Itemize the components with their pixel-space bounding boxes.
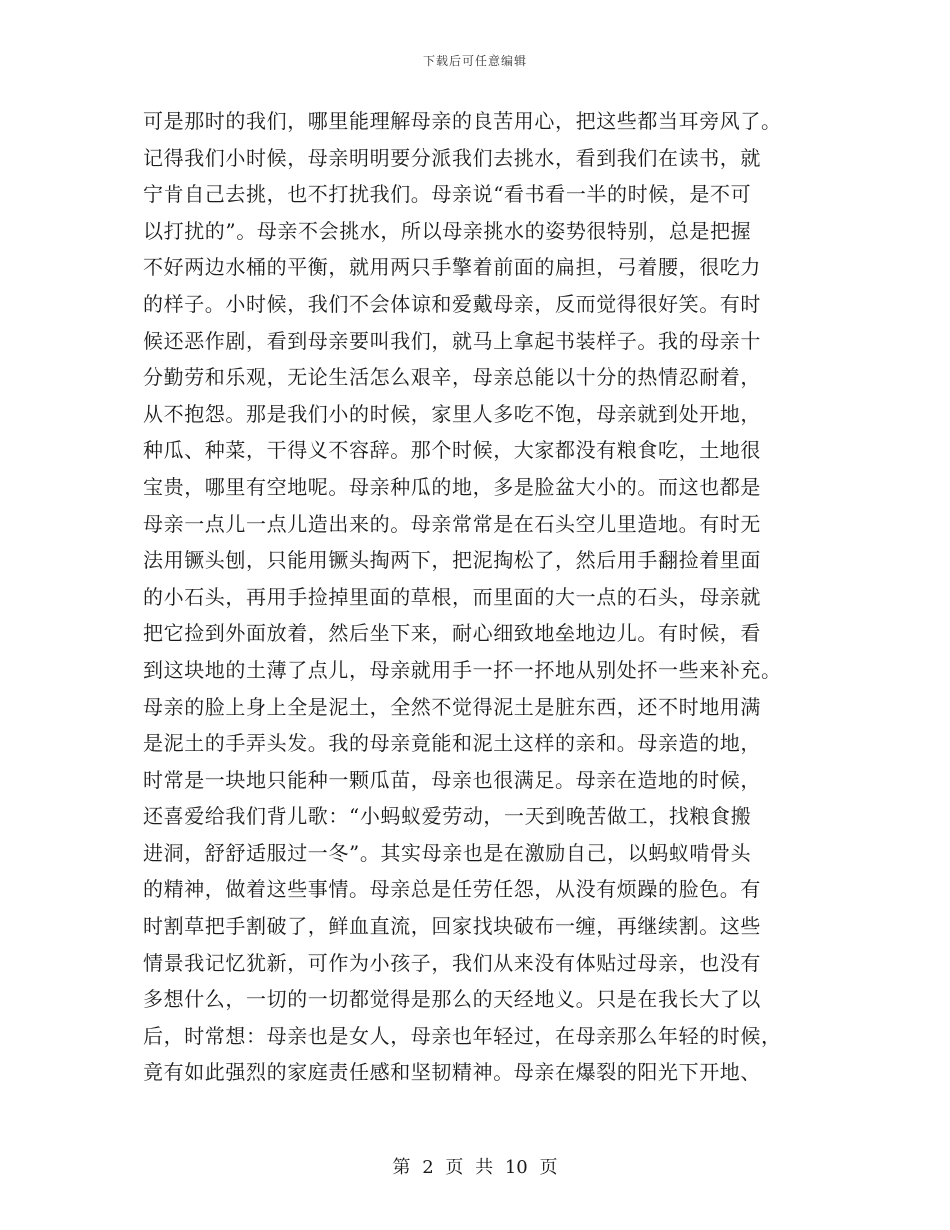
text-line: 种瓜、种菜，干得义不容辞。那个时候，大家都没有粮食吃，土地很 [143, 438, 761, 463]
text-line: 后，时常想：母亲也是女人，母亲也年轻过，在母亲那么年轻的时候， [143, 1023, 782, 1048]
text-line: 从不抱怨。那是我们小的时候，家里人多吃不饱，母亲就到处开地， [143, 401, 761, 426]
text-line: 的样子。小时候，我们不会体谅和爱戴母亲，反而觉得很好笑。有时 [143, 291, 761, 316]
text-line: 以打扰的”。母亲不会挑水，所以母亲挑水的姿势很特别，总是把握 [143, 218, 752, 243]
text-line: 的小石头，再用手捡掉里面的草根，而里面的大一点的石头，母亲就 [143, 584, 761, 609]
text-line: 分勤劳和乐观，无论生活怎么艰辛，母亲总能以十分的热情忍耐着， [143, 365, 761, 390]
text-line: 的精神，做着这些事情。母亲总是任劳任怨，从没有烦躁的脸色。有 [143, 877, 761, 902]
text-line: 把它捡到外面放着，然后坐下来，耐心细致地垒地边儿。有时候，看 [143, 621, 761, 646]
text-line: 到这块地的土薄了点儿，母亲就用手一抔一抔地从别处抔一些来补充。 [143, 657, 782, 682]
text-line: 不好两边水桶的平衡，就用两只手擎着前面的扁担，弓着腰，很吃力 [143, 255, 761, 280]
text-line: 候还恶作剧，看到母亲要叫我们，就马上拿起书装样子。我的母亲十 [143, 328, 761, 353]
text-line: 法用镢头刨，只能用镢头掏两下，把泥掏松了，然后用手翻捡着里面 [143, 548, 761, 573]
text-line: 母亲的脸上身上全是泥土，全然不觉得泥土是脏东西，还不时地用满 [143, 694, 761, 719]
body-text [143, 103, 813, 1091]
text-line: 母亲一点儿一点儿造出来的。母亲常常是在石头空儿里造地。有时无 [143, 511, 761, 536]
text-line: 还喜爱给我们背儿歌：“小蚂蚁爱劳动，一天到晚苦做工，找粮食搬 [143, 804, 752, 829]
text-line: 时常是一块地只能种一颗瓜苗，母亲也很满足。母亲在造地的时候， [143, 767, 761, 792]
page-number-footer: 第 2 页 共 10 页 [392, 1157, 558, 1178]
text-line: 多想什么，一切的一切都觉得是那么的天经地义。只是在我长大了以 [143, 987, 761, 1012]
text-line: 时割草把手割破了，鲜血直流，回家找块破布一缠，再继续割。这些 [143, 914, 761, 939]
text-line: 可是那时的我们，哪里能理解母亲的良苦用心，把这些都当耳旁风了。 [143, 109, 782, 133]
text-line: 进洞，舒舒适服过一冬”。其实母亲也是在激励自己，以蚂蚁啃骨头 [143, 840, 752, 865]
text-line: 宁肯自己去挑，也不打扰我们。母亲说“看书看一半的时候，是不可 [143, 182, 752, 207]
text-line: 宝贵，哪里有空地呢。母亲种瓜的地，多是脸盆大小的。而这也都是 [143, 474, 761, 499]
text-line: 记得我们小时候，母亲明明要分派我们去挑水，看到我们在读书，就 [143, 145, 761, 170]
text-line: 竟有如此强烈的家庭责任感和坚韧精神。母亲在爆裂的阳光下开地、 [143, 1060, 761, 1085]
text-line: 情景我记忆犹新，可作为小孩子，我们从来没有体贴过母亲，也没有 [143, 950, 761, 975]
page-header: 下载后可任意编辑 [422, 54, 527, 68]
text-line: 是泥土的手弄头发。我的母亲竟能和泥土这样的亲和。母亲造的地， [143, 731, 761, 756]
